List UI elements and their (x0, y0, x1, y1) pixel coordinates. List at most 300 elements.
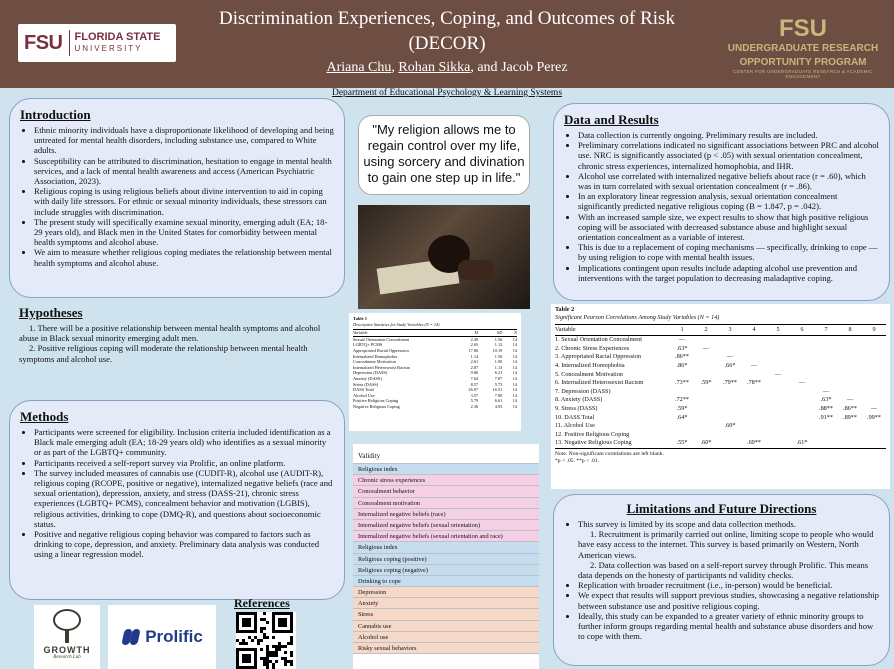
qr-code-icon (236, 612, 296, 669)
table-cell: — (678, 336, 686, 344)
table-cell (694, 405, 718, 414)
introduction-panel (9, 98, 345, 298)
table-row (353, 404, 517, 410)
list-item: Internalized negative beliefs (sexual orientation and race) (353, 531, 539, 542)
methods-panel (9, 400, 345, 600)
table-1-subcaption: Descriptive Statistics for Study Variables (N = 14) (353, 321, 440, 327)
table-1 (349, 313, 521, 431)
table-cell (718, 370, 742, 379)
table-cell: 2.36 (470, 403, 479, 409)
introduction-heading: Introduction (20, 107, 91, 122)
table-cell (862, 362, 886, 371)
methods-bullet: • Positive and negative religious coping behavior was compared to factors such as drinking to cope, depression, and anxiety. Preliminary data analysis was conducted using a linear regression model. (34, 529, 334, 560)
table-cell (790, 422, 814, 431)
table-2-header-cell: 1 (670, 325, 694, 336)
table-cell (766, 344, 790, 353)
table-cell: 14 (512, 370, 517, 376)
table-1-header-cell: M (454, 330, 478, 337)
table-cell (694, 430, 718, 439)
growth-logo-sub: Research Lab (53, 655, 81, 660)
results-bullet: • In an exploratory linear regression analysis, sexual orientation concealment significantly predicted negative religious coping (B = 1.847, p = .042). (578, 191, 879, 211)
table-2-header-cell: 8 (838, 325, 862, 336)
table-1-grid (353, 329, 517, 409)
table-cell: .59* (676, 405, 688, 413)
limitations-panel (553, 494, 890, 666)
table-cell: — (702, 344, 710, 352)
table-cell: .86** (675, 353, 689, 361)
table-cell (670, 387, 694, 396)
table-cell: 2.87 (470, 364, 479, 370)
limitations-heading: Limitations and Future Directions (626, 501, 817, 516)
references-qr-code[interactable] (236, 612, 296, 669)
fsu-logo-words (75, 32, 161, 54)
table-cell (718, 430, 742, 439)
uro-logo-mark: FSU (779, 15, 827, 42)
table-cell: 14 (512, 347, 517, 353)
table-row (555, 379, 886, 388)
table-cell: Appropriated Racial Oppression (353, 347, 409, 353)
table-cell (814, 335, 838, 344)
uro-logo-line2: OPPORTUNITY PROGRAM (739, 57, 867, 68)
table-cell: 1. Sexual Orientation Concealment (555, 336, 642, 344)
table-cell: 9.86 (470, 370, 479, 376)
limitations-bullet-text: This survey is limited by its scope and data collection methods. (578, 519, 796, 529)
table-cell: Internalized Homophobia (353, 353, 398, 359)
table-cell: 1.00 (494, 359, 503, 365)
table-cell (838, 422, 862, 431)
table-cell (718, 335, 742, 344)
table-cell (718, 387, 742, 396)
table-cell: 14 (512, 403, 517, 409)
table-cell: 14 (512, 336, 517, 342)
hypotheses-heading: Hypotheses (19, 305, 83, 320)
table-cell (766, 396, 790, 405)
table-2-header-cell: 5 (766, 325, 790, 336)
table-cell: Anxiety (DASS) (353, 375, 382, 381)
table-cell: 17.86 (468, 347, 479, 353)
table-cell (814, 344, 838, 353)
table-cell: — (822, 387, 830, 395)
table-row (555, 353, 886, 362)
table-row (555, 335, 886, 344)
table-cell: 4. Internalized Homophobia (555, 362, 625, 370)
table-cell (814, 353, 838, 362)
table-cell (814, 362, 838, 371)
table-cell: .63* (820, 396, 832, 404)
table-cell (766, 439, 790, 448)
table-cell: 5.79 (470, 398, 479, 404)
table-2-header-row (555, 325, 886, 336)
table-cell (742, 387, 766, 396)
table-cell (694, 335, 718, 344)
uro-logo (716, 15, 890, 79)
table-cell (670, 422, 694, 431)
table-cell (694, 396, 718, 405)
table-cell (766, 379, 790, 388)
table-cell (694, 362, 718, 371)
table-2-note (555, 451, 886, 465)
table-cell: .91** (819, 413, 833, 421)
prolific-mark-icon (121, 628, 141, 646)
table-cell: .72** (675, 396, 689, 404)
table-cell: 1.13 (494, 364, 503, 370)
table-cell (670, 430, 694, 439)
table-cell: 2.65 (470, 342, 479, 348)
table-cell: 26.07 (468, 387, 479, 393)
table-cell: 7.87 (494, 375, 503, 381)
growth-logo-name: GROWTH (43, 645, 91, 655)
table-cell (862, 344, 886, 353)
table-cell (838, 353, 862, 362)
tree-crown-shape (53, 609, 81, 631)
table-2-body (555, 335, 886, 448)
limitations-list (564, 519, 879, 641)
table-cell (766, 430, 790, 439)
table-cell: — (846, 396, 854, 404)
references-heading: References (234, 596, 290, 610)
table-2-header-cell: 7 (814, 325, 838, 336)
table-cell (838, 344, 862, 353)
poster-authors (180, 60, 714, 76)
table-1-header-row (353, 330, 517, 337)
table-cell (694, 353, 718, 362)
results-heading: Data and Results (564, 112, 659, 127)
tree-trunk-shape (65, 629, 69, 643)
variables-list (353, 444, 539, 669)
table-2-header-cell: 9 (862, 325, 886, 336)
limitations-bullet: • We expect that results will support previous studies, showcasing a negative relationship between substance use and positive religious coping. (578, 590, 879, 610)
table-cell: .86** (843, 405, 857, 413)
tree-icon (50, 609, 84, 645)
table-cell (814, 379, 838, 388)
table-cell: 5.75 (494, 381, 503, 387)
introduction-bullet: • Susceptibility can be attributed to discrimination, hesitation to engage in mental health services, and a lack of mental health awareness and access (American Psychiatric Association, 2023). (34, 156, 334, 187)
table-cell (742, 405, 766, 414)
table-cell (766, 353, 790, 362)
table-cell (766, 422, 790, 431)
table-cell (790, 353, 814, 362)
results-bullet: • Alcohol use correlated with internalized negative beliefs about race (r = .60), which was in turn correlated with sexual orientation concealment (r = .86). (578, 171, 879, 191)
table-cell: 3. Appropriated Racial Oppression (555, 353, 641, 361)
poster-title (180, 6, 714, 56)
table-cell (718, 413, 742, 422)
table-cell: .89** (843, 413, 857, 421)
table-cell: Alcohol Use (353, 392, 375, 398)
table-cell: .79** (723, 379, 737, 387)
table-row (555, 422, 886, 431)
table-cell (766, 387, 790, 396)
table-cell (838, 335, 862, 344)
list-item: Religious coping (negative) (353, 565, 539, 576)
table-cell (862, 370, 886, 379)
department: Department of Educational Psychology & Learning Systems (331, 88, 563, 98)
poster-title-line2: (DECOR) (408, 33, 486, 54)
table-cell (790, 413, 814, 422)
table-cell (814, 439, 838, 448)
table-cell (862, 430, 886, 439)
table-1-header-cell: Variable (353, 330, 454, 337)
introduction-bullet: • The present study will specifically examine sexual minority, emerging adult (EA; 18-29 years old), and Black men in the United States for comorbidity between mental health symptoms and alcohol abuse. (34, 217, 334, 248)
table-cell: 12. Positive Religious Coping (555, 430, 630, 438)
table-2-header-cell: 2 (694, 325, 718, 336)
table-cell: 14 (512, 375, 517, 381)
table-row (555, 370, 886, 379)
variables-list-rows (353, 464, 539, 654)
table-cell: 7.80 (494, 392, 503, 398)
table-cell (838, 430, 862, 439)
table-cell: Sexual Orientation Concealment (353, 336, 410, 342)
table-cell: 7. Depression (DASS) (555, 387, 611, 395)
table-cell: .86* (676, 362, 688, 370)
table-1-header-cell: SD (478, 330, 502, 337)
table-cell (862, 387, 886, 396)
table-cell (766, 335, 790, 344)
table-cell (694, 422, 718, 431)
table-cell: 14 (512, 387, 517, 393)
table-cell (862, 439, 886, 448)
author-sep-2: , and (470, 60, 502, 75)
table-1-caption: Table 1 (353, 316, 367, 321)
table-2-header-cell: Variable (555, 325, 670, 336)
table-2-header-cell: 6 (790, 325, 814, 336)
introduction-bullet: • We aim to measure whether religious coping mediates the relationship between mental health symptoms and alcohol abuse. (34, 247, 334, 267)
table-2-caption: Table 2 (555, 306, 575, 313)
author-sep-1: , (391, 60, 399, 75)
hypothesis-item: 2. Positive religious coping will moderate the relationship between mental health symptoms and alcohol use. (19, 343, 308, 364)
fsu-logo (18, 24, 176, 62)
table-cell: 1.56 (494, 353, 503, 359)
prolific-logo-name: Prolific (145, 627, 203, 646)
table-cell (814, 422, 838, 431)
table-cell: — (750, 362, 758, 370)
table-cell: .64* (676, 413, 688, 421)
participant-quote: "My religion allows me to regain control over my life, using sorcery and divination to gain one step up in life." (358, 115, 530, 195)
table-cell: .60* (694, 439, 718, 448)
table-cell (718, 344, 742, 353)
limitations-bullet: • Replication with broader recruitment (i.e., in-person) would be beneficial. (578, 580, 879, 590)
table-cell (718, 439, 742, 448)
table-cell: — (870, 405, 878, 413)
list-item: Religious index (353, 464, 539, 475)
list-item: Religious coping (positive) (353, 554, 539, 565)
table-cell (742, 353, 766, 362)
table-cell (718, 396, 742, 405)
results-bullet: • This is due to a replacement of coping mechanisms — specifically, drinking to cope — by using religion to cope with mental health issues. (578, 242, 879, 262)
table-row (555, 387, 886, 396)
table-cell: 13. Negative Religious Coping (555, 439, 670, 448)
table-cell: 16.51 (492, 387, 503, 393)
table-cell: 6.21 (494, 370, 503, 376)
table-cell: 2.61 (470, 359, 479, 365)
list-item: Internalized negative beliefs (sexual orientation) (353, 520, 539, 531)
uro-logo-line1: UNDERGRADUATE RESEARCH (727, 43, 879, 54)
introduction-list (20, 125, 334, 268)
table-cell: Concealment Motivation (353, 359, 396, 365)
results-bullet: • Preliminary correlations indicated no significant associations between PRC and alcohol use. NRC is significantly associated (p < .05) with sexual orientation concealment, chronic stress experiences, internalized homophobia, and IHR. (578, 140, 879, 171)
results-panel (553, 103, 890, 301)
table-cell (766, 362, 790, 371)
table-cell (742, 335, 766, 344)
table-cell (790, 396, 814, 405)
results-list (564, 130, 879, 283)
list-item: Drinking to cope (353, 576, 539, 587)
table-cell (838, 439, 862, 448)
list-item: Concealment motivation (353, 498, 539, 509)
table-row (555, 362, 886, 371)
table-cell (838, 362, 862, 371)
table-cell: — (726, 353, 734, 361)
table-cell: 14 (512, 342, 517, 348)
table-row (555, 439, 886, 448)
table-cell (766, 413, 790, 422)
results-bullet: • Implications contingent upon results include adapting alcohol use prevention and interventions with the target population to decreasing maladaptive coping. (578, 263, 879, 283)
table-cell (742, 396, 766, 405)
table-cell (790, 387, 814, 396)
table-cell: .88** (819, 405, 833, 413)
methods-bullet: • Participants were screened for eligibility. Inclusion criteria included identification as a Black male emerging adult (EA; 18-29 years old) who identifies as a sexual minority or as part of the LGBTQ+ community. (34, 427, 334, 458)
table-cell (694, 387, 718, 396)
table-cell (838, 379, 862, 388)
table-cell (742, 413, 766, 422)
prolific-logo (108, 605, 216, 669)
table-cell: .55* (670, 439, 694, 448)
list-item: Chronic stress experiences (353, 475, 539, 486)
table-row (555, 413, 886, 422)
table-cell: .61* (790, 439, 814, 448)
table-1-header-cell: N (502, 330, 517, 337)
hypothesis-item: 1. There will be a positive relationship between mental health symptoms and alcohol abuse in Black sexual minority emerging adult men. (19, 323, 321, 344)
list-item: Anxiety (353, 598, 539, 609)
table-2-note-2: *p < .05. **p < .01. (555, 457, 600, 464)
table-cell (742, 430, 766, 439)
table-cell: 9. Stress (DASS) (555, 405, 598, 413)
author-2: Rohan Sikka (398, 60, 471, 75)
table-cell (790, 405, 814, 414)
table-cell: 7.64 (470, 375, 479, 381)
list-item: Concealment behavior (353, 486, 539, 497)
table-cell: 1.12 (494, 342, 503, 348)
table-cell: 14 (512, 381, 517, 387)
fsu-logo-line1: FLORIDA STATE (74, 31, 161, 43)
list-item: Alcohol use (353, 632, 539, 643)
results-bullet: • Data collection is currently ongoing. Preliminary results are included. (578, 130, 879, 140)
table-cell (790, 344, 814, 353)
table-cell (766, 405, 790, 414)
list-item: Risky sexual behaviors (353, 643, 539, 654)
table-cell: 1.56 (494, 336, 503, 342)
table-cell (862, 422, 886, 431)
table-cell: 14 (512, 353, 517, 359)
table-cell (862, 396, 886, 405)
table-2-header-cell: 4 (742, 325, 766, 336)
limitations-subitem: 1. Recruitment is primarily carried out online, limiting scope to people who would have easy access to the internet. This survey is based primarily on Western, North American views. (578, 529, 874, 560)
table-cell: 8.57 (470, 381, 479, 387)
table-cell (790, 430, 814, 439)
table-cell (742, 344, 766, 353)
table-cell (838, 370, 862, 379)
table-cell: 6.61 (494, 398, 503, 404)
author-3: Jacob Perez (501, 60, 568, 75)
fsu-logo-line2: UNIVERSITY (74, 44, 143, 53)
table-cell: Negative Religious Coping (353, 403, 400, 409)
table-cell (790, 362, 814, 371)
table-cell (862, 335, 886, 344)
results-bullet: • With an increased sample size, we expect results to show that high positive religious coping will be associated with decreased substance abuse and highlight sexual orientation concealment as a variable of interest. (578, 212, 879, 243)
table-cell: LGBTQ+ PCMS (353, 342, 383, 348)
hypotheses-panel (9, 303, 345, 397)
table-cell: 14 (512, 398, 517, 404)
table-2-note-1: Note. Non-significant correlations are left blank. (555, 450, 664, 457)
table-row (555, 405, 886, 414)
table-cell (862, 379, 886, 388)
growth-lab-logo (34, 605, 100, 669)
table-cell: Stress (DASS) (353, 381, 379, 387)
fsu-logo-mark: FSU (24, 31, 63, 54)
table-cell (694, 370, 718, 379)
table-cell (670, 370, 694, 379)
table-cell: 10. DASS Total (555, 413, 595, 421)
table-cell (790, 370, 814, 379)
table-cell: .78** (747, 379, 761, 387)
table-cell: .66* (724, 362, 736, 370)
table-cell: Internalized Heterosexist Racism (353, 364, 411, 370)
table-cell: — (774, 370, 782, 378)
table-2 (551, 304, 890, 489)
table-cell: 3.57 (470, 392, 479, 398)
variables-list-header: Validity (353, 448, 539, 464)
table-cell: 2. Chronic Stress Experiences (555, 344, 630, 352)
list-item: Depression (353, 587, 539, 598)
table-cell: .63* (676, 344, 688, 352)
list-item: Internalized negative beliefs (race) (353, 509, 539, 520)
table-cell: Positive Religious Coping (353, 398, 399, 404)
praying-man-photo (358, 205, 530, 309)
limitations-subitem: 2. Data collection was based on a self-report survey through Prolific. This means data depends on the honesty of participants nd validity checks. (578, 559, 869, 581)
limitations-bullet (578, 519, 879, 580)
table-row (555, 430, 886, 439)
methods-bullet: • Participants received a self-report survey via Prolific, an online platform. (34, 458, 334, 468)
methods-list (20, 427, 334, 560)
table-cell: DASS Total (353, 387, 374, 393)
table-cell (838, 387, 862, 396)
table-cell: .59* (700, 379, 712, 387)
table-cell: 14 (512, 392, 517, 398)
table-cell: .60* (724, 422, 736, 430)
table-cell: 5. Concealment Motivation (555, 370, 623, 378)
table-cell (814, 430, 838, 439)
introduction-bullet: • Religious coping is using religious beliefs about divine intervention to aid in coping with daily life stressors. For ethnic or sexual minority individuals, these stressors can include struggles with discrimination. (34, 186, 334, 217)
table-cell: .73** (675, 379, 689, 387)
table-cell: — (798, 379, 806, 387)
list-item: Cannabis use (353, 621, 539, 632)
table-cell (742, 422, 766, 431)
poster-header (0, 0, 894, 88)
table-cell: 1.14 (470, 353, 479, 359)
table-cell (718, 405, 742, 414)
table-cell: 14 (512, 364, 517, 370)
table-cell: .69** (742, 439, 766, 448)
table-cell (790, 335, 814, 344)
table-cell: 14 (512, 359, 517, 365)
list-item: Religious index (353, 542, 539, 553)
methods-bullet: • The survey included measures of cannabis use (CUDIT-R), alcohol use (AUDIT-R), religious coping (RCOPE, positive or negative), internalized negative beliefs (race and sexual orientation), depression, anxiety, and stress (DASS-21), chronic stress experiences (LGBTQ+ PCMS), concealment behavior and motivation (LGBIS), religious activities, drinking to cope (DMQ-R), and questions about socioeconomic status. (34, 468, 334, 529)
photo-hand-shape (458, 260, 494, 280)
limitations-bullet: • Ideally, this study can be expanded to a greater variety of ethnic minority groups to further inform groups regarding mental health and substance abuse disorders and how to cope with them. (578, 611, 879, 642)
table-2-grid (555, 324, 886, 448)
list-item: Stress (353, 609, 539, 620)
poster-title-line1: Discrimination Experiences, Coping, and Outcomes of Risk (219, 8, 675, 29)
table-cell: 11. Alcohol Use (555, 422, 595, 430)
